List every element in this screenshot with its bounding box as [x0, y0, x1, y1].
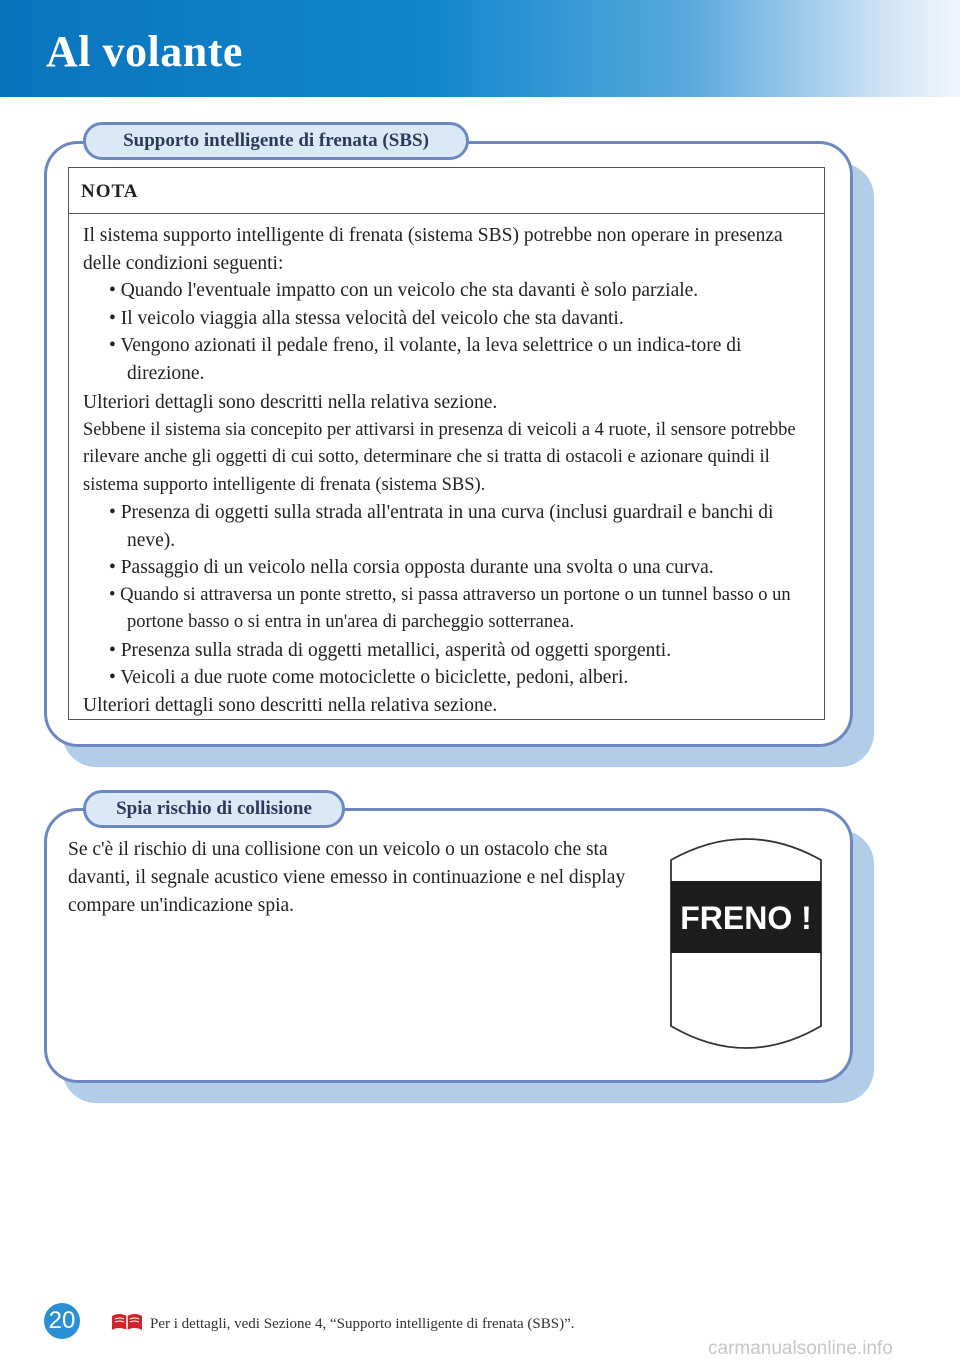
- page-number: 20: [44, 1303, 80, 1339]
- nota-body: [69, 214, 824, 719]
- list-item: • Quando si attraversa un ponte stretto, si passa attraverso un portone o un tunnel basso o un portone basso o si entra in un'area di parcheggio sotterranea.: [109, 582, 816, 637]
- list-item: • Quando l'eventuale impatto con un veicolo che sta davanti è solo parziale.: [109, 277, 816, 305]
- objects-list: [83, 499, 816, 692]
- page-header: [0, 0, 960, 97]
- brake-warning-display: [668, 828, 824, 1060]
- list-item: • Passaggio di un veicolo nella corsia opposta durante una svolta o una curva.: [109, 554, 816, 582]
- nota-intro: Il sistema supporto intelligente di frenata (sistema SBS) potrebbe non operare in presenza delle condizioni seguenti:: [83, 225, 783, 274]
- list-item: • Veicoli a due ruote come motociclette o biciclette, pedoni, alberi.: [109, 664, 816, 692]
- list-item: • Presenza di oggetti sulla strada all'entrata in una curva (inclusi guardrail e banchi di neve).: [109, 499, 816, 554]
- brake-warning-text: FRENO !: [680, 900, 812, 936]
- sbs-section-tab: Supporto intelligente di frenata (SBS): [83, 122, 469, 160]
- watermark: carmanualsonline.info: [708, 1338, 893, 1359]
- list-item: • Vengono azionati il pedale freno, il volante, la leva selettrice o un indica-tore di direzione.: [109, 332, 816, 387]
- footer-reference: Per i dettagli, vedi Sezione 4, “Supporto intelligente di frenata (SBS)”.: [150, 1316, 575, 1332]
- list-item: • Il veicolo viaggia alla stessa velocità del veicolo che sta davanti.: [109, 305, 816, 333]
- conditions-list: [83, 277, 816, 387]
- details-note: Ulteriori dettagli sono descritti nella relativa sezione.: [83, 392, 498, 413]
- details-note: Ulteriori dettagli sono descritti nella relativa sezione.: [83, 694, 498, 716]
- page-title: Al volante: [46, 27, 243, 76]
- nota-heading: NOTA: [69, 168, 824, 214]
- spia-description: Se c'è il rischio di una collisione con un veicolo o un ostacolo che sta davanti, il segnale acustico viene emesso in continuazione e nel display compare un'indicazione spia.: [68, 839, 626, 916]
- list-item: • Presenza sulla strada di oggetti metallici, asperità od oggetti sporgenti.: [109, 637, 816, 665]
- nota-box: [68, 167, 825, 720]
- book-icon: [110, 1312, 144, 1332]
- spia-section-tab: Spia rischio di collisione: [83, 790, 345, 828]
- nota-paragraph: Sebbene il sistema sia concepito per attivarsi in presenza di veicoli a 4 ruote, il sensore potrebbe rilevare anche gli oggetti di cui sotto, determinare che si tratta di ostacoli e azionare quindi il sistema supporto intelligente di frenata (sistema SBS).: [83, 419, 796, 495]
